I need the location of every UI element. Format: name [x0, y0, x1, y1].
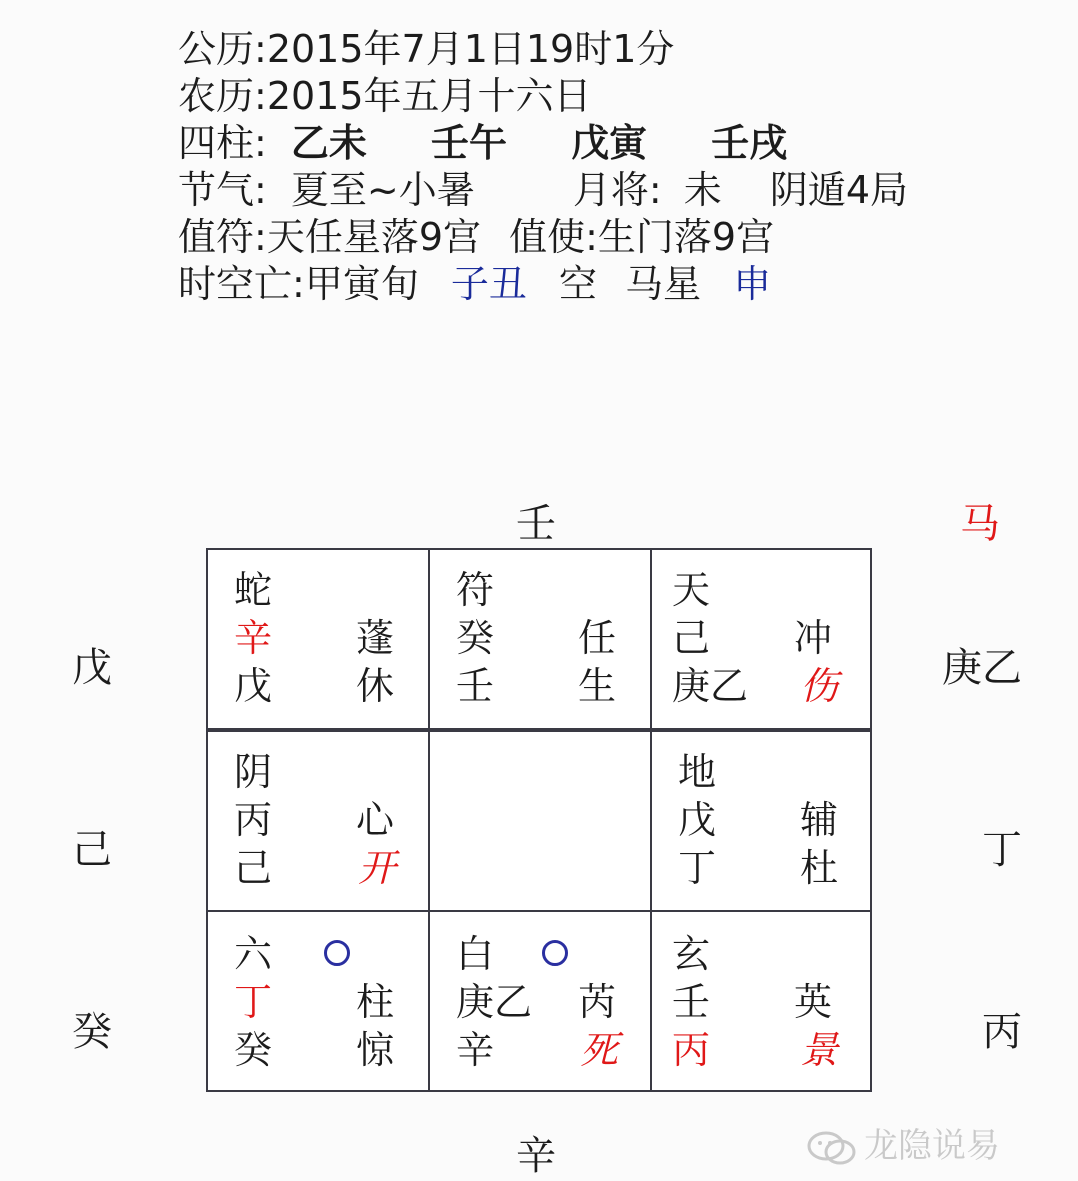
heaven-stem: 庚乙: [456, 980, 533, 1024]
earth-stem: 丙: [672, 1028, 711, 1072]
heaven-stem: 丙: [234, 798, 273, 842]
nine-star: 任: [578, 616, 617, 660]
outer-right-stem-middle: 丁: [982, 827, 1022, 873]
palace-w: [206, 730, 430, 912]
void-circle-icon: [324, 940, 350, 966]
lunar-label: 农历: [178, 74, 255, 118]
outer-right-stem-bottom: 丙: [982, 1009, 1022, 1055]
nine-star: 冲: [794, 616, 833, 660]
heaven-stem: 己: [672, 616, 711, 660]
watermark: [806, 1118, 1000, 1167]
palace-n: [428, 548, 652, 730]
solar-term-value: 夏至~小暑: [290, 168, 475, 212]
palace-nw: [206, 548, 430, 730]
moon-general-value: 未: [683, 168, 722, 212]
outer-top-stem: 壬: [516, 501, 556, 547]
palace-ne: [650, 548, 872, 730]
watermark-text: 龙隐说易: [864, 1126, 1000, 1166]
lunar-value: :2015年五月十六日: [254, 74, 592, 118]
pillar-month: 壬午: [431, 121, 508, 165]
ju-value: 阴遁4局: [769, 168, 909, 212]
lunar-date-line: [178, 73, 908, 120]
wechat-icon: [806, 1130, 858, 1166]
earth-stem: 辛: [456, 1028, 495, 1072]
eight-god: 阴: [234, 750, 273, 794]
void-line: [178, 261, 908, 308]
duty-fu-value: 天任星落9宫: [266, 215, 481, 259]
chart-header: [178, 26, 908, 308]
horse-label: 马星: [625, 262, 702, 306]
palace-sw: [206, 910, 430, 1092]
eight-door: 生: [578, 664, 617, 708]
solar-label: 公历: [178, 27, 255, 71]
eight-god: 符: [456, 568, 495, 612]
solar-term-line: [178, 167, 908, 214]
earth-stem: 戊: [234, 664, 273, 708]
outer-left-stem-top: 戊: [72, 645, 112, 691]
palace-s: [428, 910, 652, 1092]
heaven-stem: 辛: [234, 616, 273, 660]
heaven-stem: 癸: [456, 616, 495, 660]
earth-stem: 癸: [234, 1028, 273, 1072]
earth-stem: 壬: [456, 664, 495, 708]
nine-star: 辅: [800, 798, 839, 842]
duty-fu-label: 值符:: [178, 215, 267, 259]
earth-stem: 己: [234, 846, 273, 890]
outer-bottom-stem: 辛: [516, 1133, 556, 1179]
nine-star: 蓬: [356, 616, 395, 660]
heaven-stem: 戊: [678, 798, 717, 842]
palace-e: [650, 730, 872, 912]
nine-star: 柱: [356, 980, 395, 1024]
eight-god: 天: [672, 568, 711, 612]
duty-line: [178, 214, 908, 261]
outer-left-stem-middle: 己: [72, 827, 112, 873]
eight-door: 伤: [800, 664, 839, 708]
void-branches: 子丑: [450, 262, 527, 306]
eight-door: 开: [358, 846, 397, 890]
nine-star: 芮: [578, 980, 617, 1024]
eight-door: 景: [800, 1028, 839, 1072]
void-xun: 甲寅旬: [304, 262, 419, 306]
pillars-label: 四柱:: [178, 121, 267, 165]
eight-door: 杜: [800, 846, 839, 890]
eight-door: 惊: [356, 1028, 395, 1072]
nine-star: 英: [794, 980, 833, 1024]
eight-door: 死: [580, 1028, 619, 1072]
pillar-hour: 壬戌: [711, 121, 788, 165]
solar-value: :2015年7月1日19时1分: [254, 27, 675, 71]
duty-shi-label: 值使:: [509, 215, 598, 259]
void-label: 时空亡:: [178, 262, 305, 306]
earth-stem: 丁: [678, 846, 717, 890]
eight-god: 蛇: [234, 568, 273, 612]
outer-right-stem-top: 庚乙: [942, 645, 1022, 691]
palace-se: [650, 910, 872, 1092]
pillar-day: 戊寅: [571, 121, 648, 165]
palace-center: [428, 730, 652, 912]
moon-general-label: 月将:: [572, 168, 662, 212]
eight-door: 休: [356, 664, 395, 708]
eight-god: 地: [678, 750, 717, 794]
horse-star-marker: 马: [960, 501, 1000, 547]
void-circle-icon: [542, 940, 568, 966]
nine-star: 心: [356, 798, 395, 842]
solar-date-line: [178, 26, 908, 73]
eight-god: 白: [456, 932, 495, 976]
pillars-line: [178, 120, 908, 167]
horse-value: 申: [733, 262, 772, 306]
duty-shi-value: 生门落9宫: [597, 215, 775, 259]
outer-left-stem-bottom: 癸: [72, 1009, 112, 1055]
solar-term-label: 节气:: [178, 168, 267, 212]
heaven-stem: 丁: [234, 980, 273, 1024]
eight-god: 玄: [672, 932, 711, 976]
void-word: 空: [559, 262, 598, 306]
earth-stem: 庚乙: [672, 664, 749, 708]
heaven-stem: 壬: [672, 980, 711, 1024]
pillar-year: 乙未: [290, 121, 367, 165]
eight-god: 六: [234, 932, 273, 976]
